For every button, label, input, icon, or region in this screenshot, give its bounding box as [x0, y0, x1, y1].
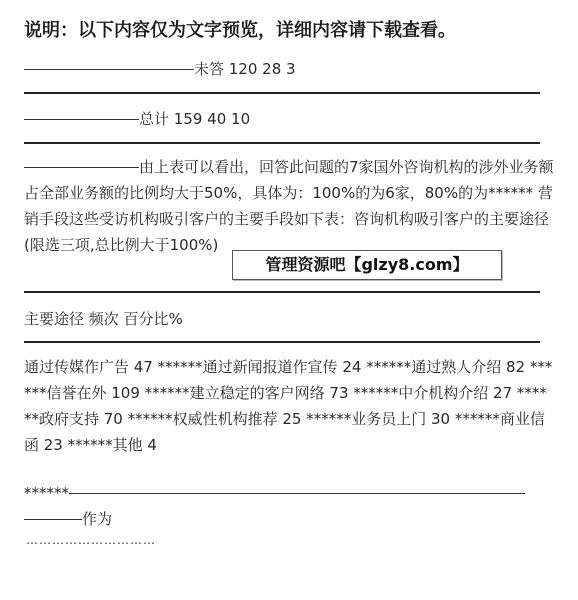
ellipsis-dots: ………………………… [26, 533, 156, 547]
total-row [24, 106, 250, 132]
table-header: 主要途径 频次 百分比% [24, 310, 183, 328]
unanswered-row [24, 56, 296, 82]
analysis-paragraph [24, 154, 554, 258]
channels-paragraph: 通过传媒作广告 47 ******通过新闻报道作宣传 24 ******通过熟人介绍 82 ******信誉在外 109 ******建立稳定的客户网络 73 ******中介机构介绍 27 ******政府支持 70 ******权威性机构推荐 25 ******业务员上门 30 ******商业信函 23 ******其他 4 [24, 358, 553, 454]
unanswered-row-text: 未答 120 28 3 [194, 60, 296, 78]
horizontal-rule [24, 142, 540, 144]
stars-text: ****** [24, 484, 69, 502]
analysis-paragraph-text: 由上表可以看出，回答此问题的7家国外咨询机构的涉外业务额占全部业务额的比例均大于50%，具体为：100%的为6家，80%的为****** 营销手段这些受访机构吸引客户的主要手段如下表：咨询机构吸引客户的主要途径(限选三项,总比例大于100%) [24, 158, 554, 254]
watermark-banner: 管理资源吧【glzy8.com】 [232, 250, 502, 280]
horizontal-rule [24, 291, 540, 293]
horizontal-rule [24, 341, 540, 343]
footer-row [24, 506, 112, 532]
footer-text: 作为 [82, 510, 113, 528]
trailing-rule [69, 493, 525, 494]
stars-divider-row [24, 480, 544, 506]
leading-dash [24, 167, 139, 168]
page-heading: 说明：以下内容仅为文字预览，详细内容请下载查看。 [24, 20, 456, 41]
horizontal-rule [24, 92, 540, 94]
total-row-text: 总计 159 40 10 [139, 110, 251, 128]
leading-dash [24, 519, 82, 520]
leading-dash [24, 69, 194, 70]
leading-dash [24, 119, 139, 120]
